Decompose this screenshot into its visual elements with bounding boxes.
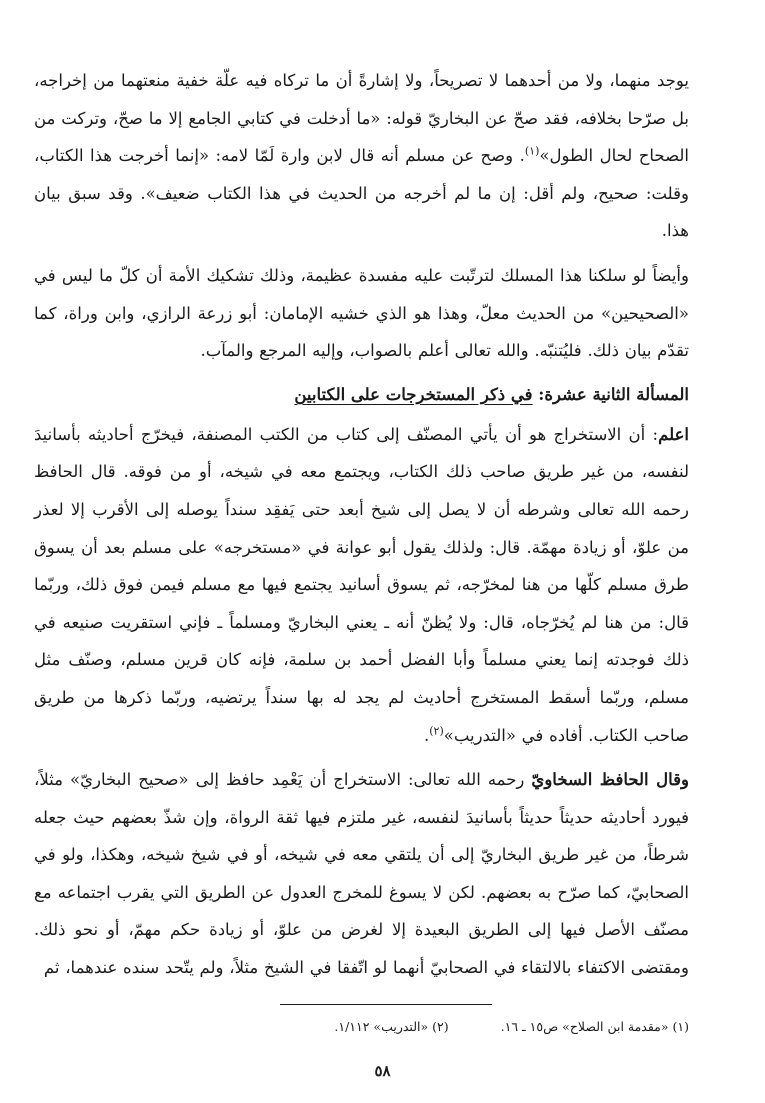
footnote-2-text: «التدريب» ١/١١٢.: [334, 1019, 429, 1034]
paragraph-3-text: : أن الاستخراج هو أن يأتي المصنّف إلى كتاب من الكتب المصنفة، فيخرّج أحاديثه بأسانيدَ لنفسه، من غير طريق صاحب ذلك الكتاب، ويجتمع معه في شيخه، أو من فوقه. قال الحافظ رحمه الله تعالى وشرطه أن لا يصل إلى شيخ أبعد حتى يَفقِد سنداً يوصله إلى الأقرب إلا لعذر من علوّ، أو زيادة مهمّة. قال: ولذلك يقول أبو عوانة في «مستخرجه» على مسلم بعد أن يسوق طرق مسلم كلّها من هنا لمخرّجه، ثم يسوق أسانيد يجتمع فيها مع مسلم فيمن فوق ذلك، وربّما قال: من هنا لم يُخرّجاه، قال: ولا يُظنّ أنه ـ يعني البخاريّ ومسلماً ـ فإني استقريت صنيعه في ذلك فوجدته إنما يعني مسلماً وأبا الفضل أحمد بن سلمة، فإنه كان قرين مسلم، وصنّف مثل مسلم، وربّما أسقط المستخرج أحاديث لم يجد له بها سنداً يرتضيه، وربّما ذكرها من طريق صاحب الكتاب. أفاده في «التدريب»: [34, 424, 689, 745]
paragraph-3-lead: اعلم: [658, 424, 689, 444]
footnote-2: [334, 1017, 448, 1037]
paragraph-1-text: يوجد منهما، ولا من أحدهما لا تصريحاً، ولا إشارةً أن ما تركاه فيه علّة خفية منعتهما من إخراجه، بل صرّحا بخلافه، فقد صحّ عن البخاريّ قوله: «ما أدخلت في كتابي الجامع إلا ما صحّ، وتركت من الصحاح لحال الطول»: [34, 71, 689, 166]
paragraph-4: [34, 761, 689, 987]
paragraph-2: وأيضاً لو سلكنا هذا المسلك لترتّبت عليه مفسدة عظيمة، وذلك تشكيك الأمة أن كلّ ما ليس في «الصحيحين» من الحديث معلّ، وهذا هو الذي خشيه الإمامان: أبو زرعة الرازي، وابن وراة، كما تقدّم بيان ذلك. فليُتنبّه. والله تعالى أعلم بالصواب، وإليه المرجع والمآب.: [34, 265, 689, 361]
paragraph-4-lead: وقال الحافظ السخاويّ: [531, 770, 690, 790]
footnote-ref-2: (٢): [429, 724, 444, 737]
footnote-ref-1: (١): [524, 144, 540, 158]
paragraph-3-end: .: [423, 725, 430, 745]
paragraph-1-tail: . وصح عن مسلم أنه قال لابن وارة لَمّا لامه: «إنما أخرجت هذا الكتاب، وقلت: صحيح، ولم أقل: إن ما لم أخرجه من الحديث في هذا الكتاب ضعيف». وقد سبق بيان هذا.: [34, 146, 689, 241]
section-heading-prefix: المسألة الثانية عشرة:: [538, 384, 689, 404]
paragraph-4-text: رحمه الله تعالى: الاستخراج أن يَعْمِد حافظ إلى «صحيح البخاريّ» مثلاً، فيورد أحاديثه حديثاً حديثاً بأسانيدَ لنفسه، غير ملتزم فيها ثقة الرواة، وإن شذّ بعضهم حيث جعله شرطاً، من غير طريق البخاريّ إلى أن يلتقي معه في شيخه، أو في شيخ شيخه، وهكذا، ولو في الصحابيّ، كما صرّح به بعضهم. لكن لا يسوغ للمخرج العدول عن الطريق التي يقرب اجتماعه مع مصنّف الأصل فيها إلى الطريق البعيدة إلا لغرض من علوّ، أو زيادة حكم مهمّ، أو نحو ذلك. ومقتضى الاكتفاء بالالتقاء في الصحابيّ أنهما لو اتّفقا في الشيخ مثلاً، ولم يتّحد سنده عندهما، ثم: [34, 770, 689, 978]
footnote-divider: [280, 1004, 492, 1005]
paragraph-1: [34, 62, 689, 250]
page-number: ٥٨: [374, 1062, 391, 1080]
section-heading: [34, 377, 689, 413]
paragraph-3: [34, 416, 689, 754]
footnotes: [34, 1017, 689, 1037]
footnote-1: [501, 1017, 689, 1037]
footnote-1-number: (١): [672, 1019, 689, 1034]
footnote-1-text: «مقدمة ابن الصلاح» ص١٥ ـ ١٦.: [500, 1019, 669, 1034]
footnote-2-number: (٢): [432, 1019, 449, 1034]
section-heading-title: في ذكر المستخرجات على الكتابين: [294, 384, 533, 404]
